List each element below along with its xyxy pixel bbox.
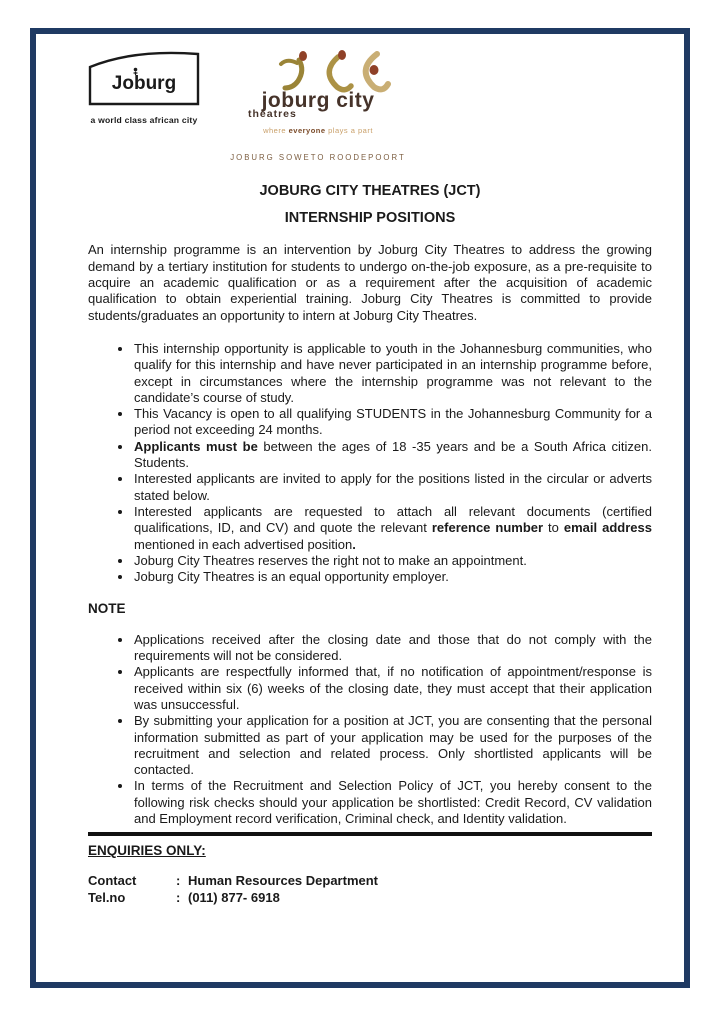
text-segment: Joburg City Theatres reserves the right not to make an appointment. bbox=[134, 552, 527, 568]
text-segment: email address bbox=[563, 520, 652, 536]
bullet-item bbox=[133, 504, 652, 553]
bullet-item bbox=[133, 713, 652, 778]
text-segment: Applications received after the closing date and those that do not comply with the requirements will not be considered. bbox=[134, 631, 652, 664]
joburg-logo-text: Joburg bbox=[111, 73, 177, 94]
text-segment: plays a part bbox=[325, 126, 373, 136]
note-bullet-list bbox=[88, 632, 652, 828]
jct-logo-name: joburg city bbox=[261, 89, 375, 113]
bullet-item bbox=[133, 439, 652, 472]
contact-label: Contact bbox=[88, 873, 137, 889]
joburg-logo bbox=[84, 44, 204, 129]
text-segment: everyone bbox=[288, 126, 326, 136]
text-segment: Joburg City Theatres is an equal opportunity employer. bbox=[134, 569, 449, 585]
text-segment: . bbox=[352, 536, 356, 552]
jct-logo-sub: theatres bbox=[248, 108, 297, 121]
joburg-logo-tagline: a world class african city bbox=[90, 115, 198, 126]
header-logos bbox=[84, 44, 652, 166]
text-segment: In terms of the Recruitment and Selection Policy of JCT, you hereby consent to the following risk checks should your application be shortlisted: Credit Record, CV validation and Employment record verification, Criminal check, and Identity validation. bbox=[134, 778, 652, 826]
bullet-item bbox=[133, 569, 652, 585]
footer-divider bbox=[88, 832, 652, 836]
joburg-logo-icon bbox=[84, 44, 204, 106]
text-segment: Interested applicants are invited to apply for the positions listed in the circular or adverts stated below. bbox=[134, 471, 652, 503]
text-segment: mentioned in each advertised position bbox=[134, 536, 353, 552]
intro-paragraph: An internship programme is an intervention by Joburg City Theatres to address the growing demand by a tertiary institution for students to undergo on-the-job exposure, as a pre-requisite to acquire an academic qualification or as a requirement after the acquisition of academic qualification to obtain experiential training. Joburg City Theatres is committed to provide students/graduates an opportunity to intern at Joburg City Theatres. bbox=[88, 242, 652, 323]
contact-separator: : bbox=[176, 873, 181, 889]
text-segment: This Vacancy is open to all qualifying STUDENTS in the Johannesburg Community for a period not exceeding 24 months. bbox=[134, 406, 652, 438]
contact-value: Human Resources Department bbox=[188, 873, 378, 889]
bullet-item bbox=[133, 406, 652, 439]
bullet-item bbox=[133, 778, 652, 827]
document-title: JOBURG CITY THEATRES (JCT) bbox=[259, 182, 481, 199]
text-segment: where bbox=[263, 126, 289, 136]
contact-row bbox=[88, 873, 652, 890]
telno-label: Tel.no bbox=[88, 889, 126, 905]
bullet-item bbox=[133, 341, 652, 406]
enquiries-heading: ENQUIRIES ONLY: bbox=[88, 843, 206, 858]
telno-value: (011) 877- 6918 bbox=[188, 889, 280, 905]
text-segment: By submitting your application for a position at JCT, you are consenting that the personal information submitted as part of your application may be used for the purposes of the recruitment and selection and related process. Only shortlisted applicants will be contacted. bbox=[134, 713, 652, 778]
text-segment: Interested applicants are requested to attach all relevant documents (certified qualifications, ID, and CV) and quote the relevant bbox=[134, 503, 652, 536]
contact-table bbox=[88, 873, 652, 906]
jct-logo bbox=[230, 44, 406, 166]
main-bullet-list bbox=[88, 341, 652, 585]
text-segment: reference number bbox=[431, 520, 544, 536]
bullet-item bbox=[133, 553, 652, 569]
document-subtitle: INTERNSHIP POSITIONS bbox=[284, 210, 456, 227]
page-border-frame bbox=[30, 28, 690, 988]
text-segment: Applicants are respectfully informed that, if no notification of appointment/response is received within six (6) weeks of the closing date, they must accept that their application was unsuccessful. bbox=[134, 664, 652, 712]
jct-logo-cities: JOBURG SOWETO ROODEPOORT bbox=[230, 152, 406, 162]
note-heading: NOTE bbox=[88, 601, 126, 617]
jct-logo-tagline bbox=[230, 123, 406, 139]
contact-row bbox=[88, 890, 652, 907]
enquiries-footer bbox=[88, 832, 652, 906]
telno-separator: : bbox=[176, 889, 181, 905]
document-content bbox=[88, 34, 652, 982]
text-segment: between the ages of 18 -35 years and be a South Africa citizen. Students. bbox=[134, 438, 652, 471]
text-segment: to bbox=[543, 520, 564, 536]
bullet-item bbox=[133, 664, 652, 713]
bullet-item bbox=[133, 632, 652, 665]
text-segment: This internship opportunity is applicable to youth in the Johannesburg communities, who qualify for this internship and have never participated in an internship programme before, except in circumstances where the internship programme was not relevant to the candidate’s course of study. bbox=[134, 340, 652, 405]
jct-figures-icon bbox=[243, 48, 393, 94]
bullet-item bbox=[133, 471, 652, 504]
text-segment: Applicants must be bbox=[134, 438, 258, 454]
